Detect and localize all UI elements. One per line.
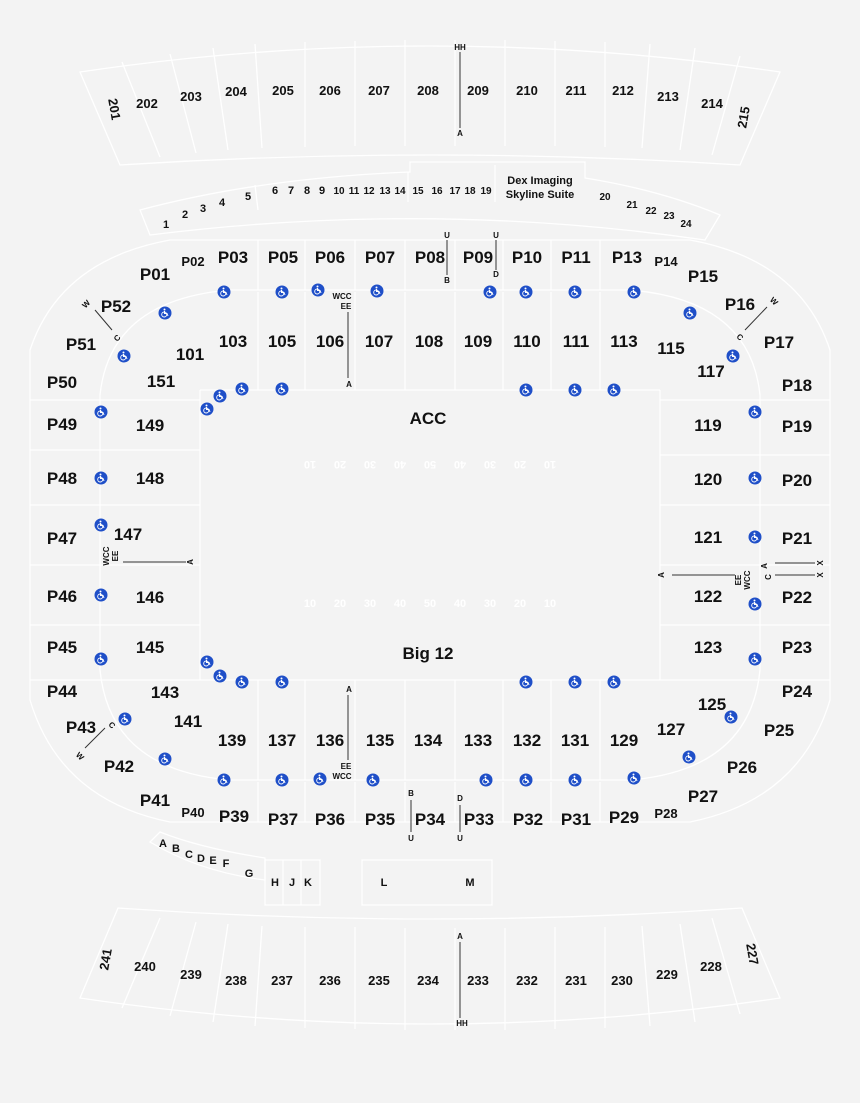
section-P41[interactable]: P41 xyxy=(139,791,171,810)
wheelchair-icon xyxy=(276,286,289,299)
section-136[interactable]: 136 xyxy=(315,731,345,750)
section-133[interactable]: 133 xyxy=(463,731,493,750)
section-227[interactable]: 227 xyxy=(743,942,762,967)
section-234[interactable]: 234 xyxy=(417,973,439,988)
svg-text:20: 20 xyxy=(513,598,527,610)
section-239[interactable]: 239 xyxy=(180,967,202,982)
section-P20[interactable]: P20 xyxy=(781,471,813,490)
suite-4[interactable]: 4 xyxy=(218,197,226,209)
svg-text:10: 10 xyxy=(543,598,557,610)
section-P51[interactable]: P51 xyxy=(65,335,97,354)
section-P21[interactable]: P21 xyxy=(781,529,813,548)
section-P36[interactable]: P36 xyxy=(314,810,346,829)
section-101[interactable]: 101 xyxy=(175,345,205,364)
section-147[interactable]: 147 xyxy=(113,525,143,544)
section-P47[interactable]: P47 xyxy=(46,529,78,548)
section-145[interactable]: 145 xyxy=(135,638,165,657)
svg-text:40: 40 xyxy=(393,598,407,610)
section-P28[interactable]: P28 xyxy=(654,806,678,821)
section-236[interactable]: 236 xyxy=(319,973,341,988)
marker-ee-north: EE xyxy=(340,302,352,311)
section-111[interactable]: 111 xyxy=(562,332,590,351)
box-L[interactable]: L xyxy=(380,877,388,889)
wheelchair-icon xyxy=(683,751,696,764)
marker-a-bowl-north: A xyxy=(346,380,352,389)
marker-a-north: A xyxy=(457,129,463,138)
section-120[interactable]: 120 xyxy=(693,470,723,489)
svg-text:10: 10 xyxy=(543,458,557,470)
wheelchair-icon xyxy=(201,656,214,669)
wheelchair-icon xyxy=(159,307,172,320)
section-P50[interactable]: P50 xyxy=(46,373,78,392)
section-113[interactable]: 113 xyxy=(610,332,638,351)
section-P48[interactable]: P48 xyxy=(46,469,78,488)
wheelchair-icon xyxy=(484,286,497,299)
section-214[interactable]: 214 xyxy=(701,96,723,111)
section-P05[interactable]: P05 xyxy=(267,248,299,267)
section-231[interactable]: 231 xyxy=(565,973,587,988)
suite-23[interactable]: 23 xyxy=(663,211,675,222)
wheelchair-icon xyxy=(119,713,132,726)
section-P45[interactable]: P45 xyxy=(46,638,78,657)
wheelchair-icon xyxy=(95,589,108,602)
wheelchair-icon xyxy=(520,286,533,299)
section-123[interactable]: 123 xyxy=(693,638,723,657)
svg-text:40: 40 xyxy=(393,458,407,470)
marker-a-bowl-south: A xyxy=(346,685,352,694)
section-119[interactable]: 119 xyxy=(694,416,722,435)
wheelchair-icon xyxy=(95,406,108,419)
yard-numbers-top xyxy=(304,458,556,470)
svg-text:10: 10 xyxy=(303,598,317,610)
section-208[interactable]: 208 xyxy=(417,83,439,98)
section-228[interactable]: 228 xyxy=(700,959,722,974)
suite-18[interactable]: 18 xyxy=(464,186,476,197)
section-P08[interactable]: P08 xyxy=(414,248,446,267)
marker-w-nw: W xyxy=(80,298,93,311)
wheelchair-icon xyxy=(628,286,641,299)
section-233[interactable]: 233 xyxy=(467,973,489,988)
wheelchair-icon xyxy=(276,676,289,689)
section-106[interactable]: 106 xyxy=(315,332,345,351)
section-P01[interactable]: P01 xyxy=(139,265,171,284)
section-202[interactable]: 202 xyxy=(136,96,158,111)
marker-d-north: D xyxy=(493,270,499,279)
section-115[interactable]: 115 xyxy=(657,339,685,358)
suite-21[interactable]: 21 xyxy=(626,200,638,211)
suite-20[interactable]: 20 xyxy=(599,192,611,203)
wheelchair-icon xyxy=(312,284,325,297)
suite-24[interactable]: 24 xyxy=(680,219,692,230)
section-146[interactable]: 146 xyxy=(135,588,165,607)
section-P26[interactable]: P26 xyxy=(726,758,758,777)
section-235[interactable]: 235 xyxy=(368,973,390,988)
suite-9[interactable]: 9 xyxy=(318,185,326,197)
section-211[interactable]: 211 xyxy=(565,83,587,98)
section-205[interactable]: 205 xyxy=(272,83,294,98)
zone-big12: Big 12 xyxy=(402,644,454,663)
wheelchair-icon xyxy=(367,774,380,787)
wheelchair-icon xyxy=(218,774,231,787)
wheelchair-icon xyxy=(480,774,493,787)
section-137[interactable]: 137 xyxy=(267,731,297,750)
suite-7[interactable]: 7 xyxy=(287,185,295,197)
box-K[interactable]: K xyxy=(304,877,312,889)
box-D[interactable]: D xyxy=(197,853,205,865)
suite-13[interactable]: 13 xyxy=(379,186,391,197)
marker-wcc-south: WCC xyxy=(332,772,352,781)
wheelchair-icon xyxy=(608,384,621,397)
section-P17[interactable]: P17 xyxy=(763,333,795,352)
marker-u-south-2: U xyxy=(457,834,463,843)
section-143[interactable]: 143 xyxy=(150,683,180,702)
section-107[interactable]: 107 xyxy=(364,332,394,351)
section-P52[interactable]: P52 xyxy=(100,297,132,316)
suite-1[interactable]: 1 xyxy=(162,219,170,231)
svg-text:50: 50 xyxy=(423,458,437,470)
section-P43[interactable]: P43 xyxy=(65,718,97,737)
section-P06[interactable]: P06 xyxy=(314,248,346,267)
marker-c-sw: C xyxy=(106,720,117,731)
suite-10[interactable]: 10 xyxy=(333,186,345,197)
section-238[interactable]: 238 xyxy=(225,973,247,988)
section-P16[interactable]: P16 xyxy=(724,295,756,314)
section-203[interactable]: 203 xyxy=(180,89,202,104)
section-230[interactable]: 230 xyxy=(611,973,633,988)
section-P34[interactable]: P34 xyxy=(414,810,446,829)
section-148[interactable]: 148 xyxy=(135,469,165,488)
section-P24[interactable]: P24 xyxy=(781,682,813,701)
section-213[interactable]: 213 xyxy=(657,89,679,104)
wheelchair-icon xyxy=(276,774,289,787)
section-P44[interactable]: P44 xyxy=(46,682,78,701)
wheelchair-icon xyxy=(569,676,582,689)
section-P32[interactable]: P32 xyxy=(512,810,544,829)
section-127[interactable]: 127 xyxy=(656,720,686,739)
suite-3[interactable]: 3 xyxy=(199,203,207,215)
box-C[interactable]: C xyxy=(185,849,193,861)
section-P23[interactable]: P23 xyxy=(781,638,813,657)
section-P18[interactable]: P18 xyxy=(781,376,813,395)
wheelchair-icon xyxy=(118,350,131,363)
wheelchair-icon xyxy=(569,774,582,787)
marker-wcc-east: WCC xyxy=(743,570,752,590)
wheelchair-icon xyxy=(218,286,231,299)
section-P33[interactable]: P33 xyxy=(463,810,495,829)
section-207[interactable]: 207 xyxy=(368,83,390,98)
suite-14[interactable]: 14 xyxy=(394,186,406,197)
section-P37[interactable]: P37 xyxy=(267,810,299,829)
section-151[interactable]: 151 xyxy=(146,372,176,391)
section-P02[interactable]: P02 xyxy=(181,254,205,269)
svg-text:30: 30 xyxy=(363,598,377,610)
marker-wcc-north: WCC xyxy=(332,292,352,301)
wheelchair-icon xyxy=(276,383,289,396)
section-P46[interactable]: P46 xyxy=(46,587,78,606)
svg-text:30: 30 xyxy=(483,458,497,470)
wheelchair-icon xyxy=(371,285,384,298)
marker-a-east-2: A xyxy=(760,563,769,569)
marker-wcc-west: WCC xyxy=(102,546,111,566)
wheelchair-icon xyxy=(608,676,621,689)
wheelchair-icon xyxy=(214,390,227,403)
suite-19[interactable]: 19 xyxy=(480,186,492,197)
section-121[interactable]: 121 xyxy=(693,528,723,547)
wheelchair-icon xyxy=(749,406,762,419)
section-P10[interactable]: P10 xyxy=(511,248,543,267)
section-P03[interactable]: P03 xyxy=(217,248,249,267)
box-J[interactable]: J xyxy=(288,877,296,889)
svg-text:20: 20 xyxy=(513,458,527,470)
box-H[interactable]: H xyxy=(271,877,279,889)
section-125[interactable]: 125 xyxy=(697,695,727,714)
wheelchair-icon xyxy=(725,711,738,724)
marker-x-east-1: X xyxy=(816,560,825,566)
wheelchair-icon xyxy=(727,350,740,363)
suite-8[interactable]: 8 xyxy=(303,185,311,197)
marker-a-west: A xyxy=(186,559,195,565)
suite-22[interactable]: 22 xyxy=(645,206,657,217)
section-122[interactable]: 122 xyxy=(693,587,723,606)
section-141[interactable]: 141 xyxy=(173,712,203,731)
section-P49[interactable]: P49 xyxy=(46,415,78,434)
suite-15[interactable]: 15 xyxy=(412,186,424,197)
suite-2[interactable]: 2 xyxy=(181,209,189,221)
section-P22[interactable]: P22 xyxy=(781,588,813,607)
skyline-suite-line1[interactable]: Dex Imaging xyxy=(507,175,573,187)
marker-a-south: A xyxy=(457,932,463,941)
section-P27[interactable]: P27 xyxy=(687,787,719,806)
suite-11[interactable]: 11 xyxy=(348,186,360,197)
marker-ee-east: EE xyxy=(734,574,743,586)
wheelchair-icon xyxy=(314,773,327,786)
south-box-level xyxy=(150,832,492,905)
box-E[interactable]: E xyxy=(209,855,217,867)
marker-c-east: C xyxy=(764,574,773,580)
box-G[interactable]: G xyxy=(244,868,254,880)
section-P09[interactable]: P09 xyxy=(462,248,494,267)
suite-6[interactable]: 6 xyxy=(271,185,279,197)
section-229[interactable]: 229 xyxy=(656,967,678,982)
section-P13[interactable]: P13 xyxy=(611,248,643,267)
section-117[interactable]: 117 xyxy=(697,362,725,381)
svg-text:30: 30 xyxy=(483,598,497,610)
section-201[interactable]: 201 xyxy=(105,97,124,122)
wheelchair-icon xyxy=(95,519,108,532)
wheelchair-icon xyxy=(749,472,762,485)
section-134[interactable]: 134 xyxy=(413,731,443,750)
suite-16[interactable]: 16 xyxy=(431,186,443,197)
yard-numbers-bottom xyxy=(304,598,556,610)
section-P14[interactable]: P14 xyxy=(654,254,678,269)
marker-b-north: B xyxy=(444,276,450,285)
wheelchair-icon xyxy=(95,472,108,485)
section-204[interactable]: 204 xyxy=(225,84,247,99)
marker-c-ne: C xyxy=(734,332,745,343)
marker-c-nw: C xyxy=(112,333,123,344)
section-P42[interactable]: P42 xyxy=(103,757,135,776)
zone-acc: ACC xyxy=(409,409,447,428)
section-P35[interactable]: P35 xyxy=(364,810,396,829)
section-P07[interactable]: P07 xyxy=(364,248,396,267)
marker-hh-north: HH xyxy=(454,43,466,52)
wheelchair-icon xyxy=(520,774,533,787)
section-129[interactable]: 129 xyxy=(609,731,639,750)
wheelchair-icon xyxy=(214,670,227,683)
section-P11[interactable]: P11 xyxy=(561,248,591,267)
skyline-suite-line2[interactable]: Skyline Suite xyxy=(505,189,575,201)
section-240[interactable]: 240 xyxy=(134,959,156,974)
wheelchair-icon xyxy=(749,531,762,544)
section-232[interactable]: 232 xyxy=(516,973,538,988)
marker-a-east: A xyxy=(657,572,666,578)
marker-x-east-2: X xyxy=(816,572,825,578)
section-103[interactable]: 103 xyxy=(218,332,248,351)
section-241[interactable]: 241 xyxy=(96,947,115,972)
section-P39[interactable]: P39 xyxy=(218,807,250,826)
suite-12[interactable]: 12 xyxy=(363,186,375,197)
svg-text:10: 10 xyxy=(303,458,317,470)
wheelchair-icon xyxy=(95,653,108,666)
wheelchair-icon xyxy=(749,653,762,666)
wheelchair-icon xyxy=(569,384,582,397)
marker-u-north-1: U xyxy=(444,231,450,240)
section-215[interactable]: 215 xyxy=(734,105,753,130)
box-M[interactable]: M xyxy=(465,877,475,889)
marker-b-south: B xyxy=(408,789,414,798)
section-110[interactable]: 110 xyxy=(513,332,541,351)
section-132[interactable]: 132 xyxy=(512,731,542,750)
section-105[interactable]: 105 xyxy=(267,332,297,351)
suite-5[interactable]: 5 xyxy=(244,191,252,203)
section-131[interactable]: 131 xyxy=(560,731,590,750)
marker-ee-south: EE xyxy=(340,762,352,771)
svg-text:40: 40 xyxy=(453,458,467,470)
section-108[interactable]: 108 xyxy=(414,332,444,351)
suite-17[interactable]: 17 xyxy=(449,186,461,197)
marker-hh-south: HH xyxy=(456,1019,468,1028)
section-139[interactable]: 139 xyxy=(217,731,247,750)
marker-ee-west: EE xyxy=(111,550,120,562)
wheelchair-icon xyxy=(749,598,762,611)
section-P40[interactable]: P40 xyxy=(181,805,205,820)
wheelchair-icon xyxy=(236,383,249,396)
box-F[interactable]: F xyxy=(222,858,230,870)
section-109[interactable]: 109 xyxy=(463,332,493,351)
wheelchair-icon xyxy=(201,403,214,416)
box-A[interactable]: A xyxy=(159,838,167,850)
svg-text:20: 20 xyxy=(333,598,347,610)
wheelchair-icon xyxy=(159,753,172,766)
svg-text:40: 40 xyxy=(453,598,467,610)
section-P31[interactable]: P31 xyxy=(560,810,592,829)
marker-d-south: D xyxy=(457,794,463,803)
wheelchair-icon xyxy=(628,772,641,785)
marker-u-north-2: U xyxy=(493,231,499,240)
box-B[interactable]: B xyxy=(172,843,180,855)
section-135[interactable]: 135 xyxy=(365,731,395,750)
section-P15[interactable]: P15 xyxy=(687,267,719,286)
section-209[interactable]: 209 xyxy=(467,83,489,98)
svg-text:20: 20 xyxy=(333,458,347,470)
wheelchair-icon xyxy=(520,676,533,689)
wheelchair-icon xyxy=(236,676,249,689)
section-P25[interactable]: P25 xyxy=(763,721,795,740)
section-P19[interactable]: P19 xyxy=(781,417,813,436)
wheelchair-icon xyxy=(569,286,582,299)
wheelchair-icon xyxy=(520,384,533,397)
svg-text:50: 50 xyxy=(423,598,437,610)
marker-w-ne: W xyxy=(767,295,780,308)
marker-u-south-1: U xyxy=(408,834,414,843)
svg-text:30: 30 xyxy=(363,458,377,470)
section-149[interactable]: 149 xyxy=(135,416,165,435)
section-237[interactable]: 237 xyxy=(271,973,293,988)
section-206[interactable]: 206 xyxy=(319,83,341,98)
wheelchair-icon xyxy=(684,307,697,320)
marker-w-sw: W xyxy=(73,750,86,763)
section-212[interactable]: 212 xyxy=(612,83,634,98)
section-P29[interactable]: P29 xyxy=(608,808,640,827)
section-210[interactable]: 210 xyxy=(516,83,538,98)
